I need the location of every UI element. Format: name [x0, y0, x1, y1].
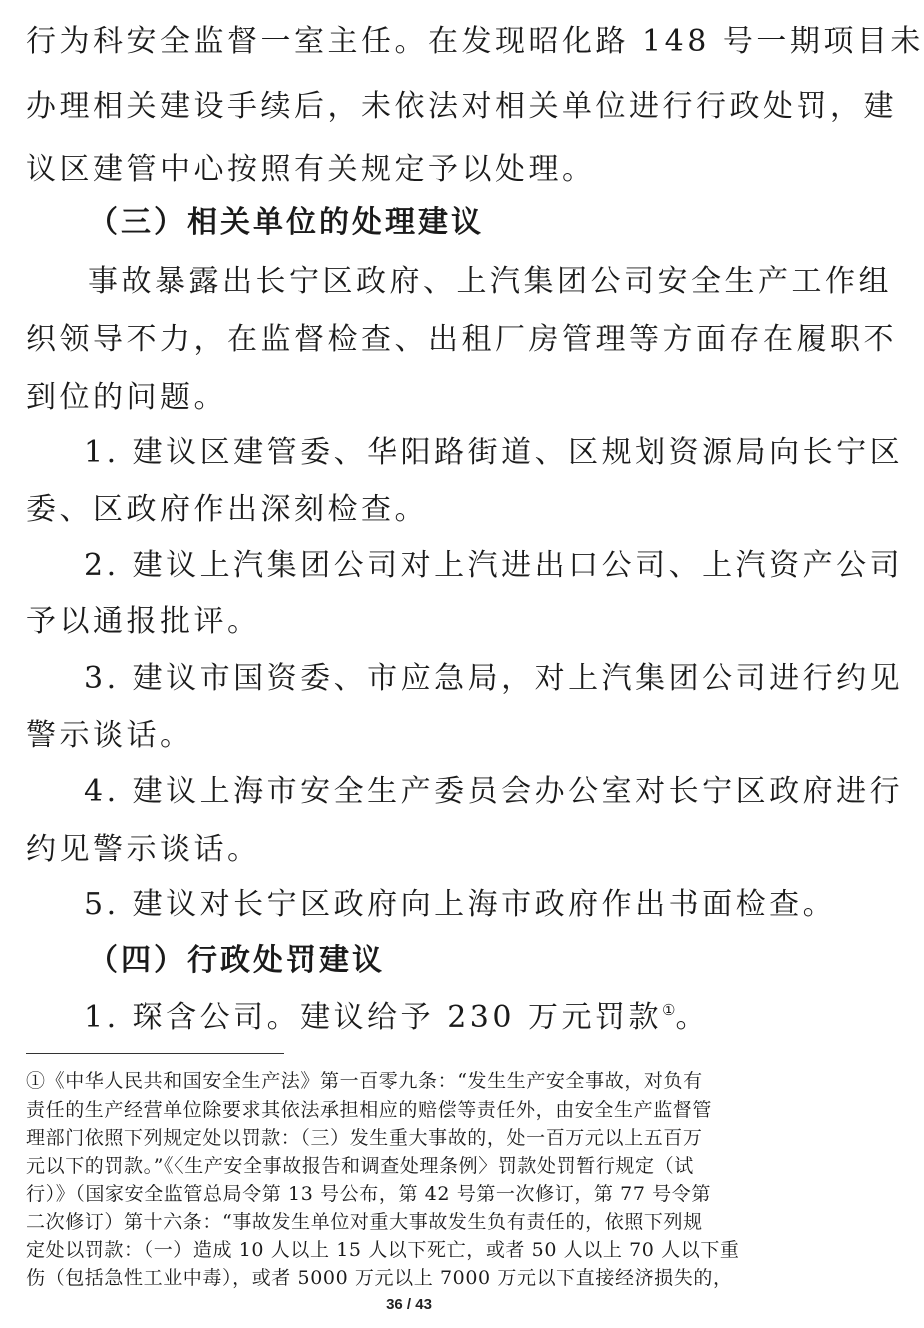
body-line: 办理相关建设手续后，未依法对相关单位进行行政处罚，建: [26, 89, 897, 124]
list-item-5: 5. 建议对长宁区政府向上海市政府作出书面检查。: [84, 887, 837, 922]
body-line: 行为科安全监督一室主任。在发现昭化路 148 号一期项目未: [26, 24, 924, 59]
footnote-line: 伤（包括急性工业中毒），或者 5000 万元以上 7000 万元以下直接经济损失的，: [26, 1267, 733, 1289]
list-item-2: 2. 建议上汽集团公司对上汽进出口公司、上汽资产公司: [84, 548, 904, 583]
footnote-line: 二次修订）第十六条：“事故发生单位对重大事故发生负有责任的，依照下列规: [26, 1211, 703, 1233]
body-line: 警示谈话。: [26, 718, 194, 753]
paragraph-first-line: 事故暴露出长宁区政府、上汽集团公司安全生产工作组: [88, 264, 892, 299]
penalty-line: [84, 998, 792, 1038]
footnote-line: 理部门依照下列规定处以罚款：（三）发生重大事故的，处一百万元以上五百万: [26, 1127, 703, 1149]
body-line: 织领导不力，在监督检查、出租厂房管理等方面存在履职不: [26, 322, 897, 357]
footnote-line: 元以下的罚款。”《〈生产安全事故报告和调查处理条例〉罚款处罚暂行规定（试: [26, 1155, 694, 1177]
body-line: 委、区政府作出深刻检查。: [26, 492, 428, 527]
list-item-3: 3. 建议市国资委、市应急局，对上汽集团公司进行约见: [84, 661, 904, 696]
section-heading: （四）行政处罚建议: [88, 943, 385, 978]
page-number: 36 / 43: [386, 1296, 432, 1313]
footnote-reference[interactable]: ①: [662, 1001, 676, 1019]
body-line: 约见警示谈话。: [26, 832, 261, 867]
body-line: 议区建管中心按照有关规定予以处理。: [26, 152, 596, 187]
footnote-line: ①《中华人民共和国安全生产法》第一百零九条：“发生生产安全事故，对负有: [26, 1070, 703, 1092]
footnote-line: 责任的生产经营单位除要求其依法承担相应的赔偿等责任外，由安全生产监督管: [26, 1099, 713, 1121]
footnote-line: 定处以罚款：（一）造成 10 人以上 15 人以下死亡，或者 50 人以上 70 人以下重: [26, 1239, 740, 1261]
list-item-1: 1. 建议区建管委、华阳路街道、区规划资源局向长宁区: [84, 435, 904, 470]
footnote-divider: [26, 1053, 284, 1054]
body-line: 予以通报批评。: [26, 604, 261, 639]
body-line: 到位的问题。: [26, 380, 227, 415]
penalty-text: 1. 琛含公司。建议给予 230 万元罚款: [84, 1000, 662, 1035]
footnote-line: 行）》（国家安全监管总局令第 13 号公布，第 42 号第一次修订，第 77 号令第: [26, 1183, 711, 1205]
penalty-tail: 。: [675, 1000, 709, 1035]
section-heading: （三）相关单位的处理建议: [88, 205, 484, 240]
list-item-4: 4. 建议上海市安全生产委员会办公室对长宁区政府进行: [84, 774, 904, 809]
